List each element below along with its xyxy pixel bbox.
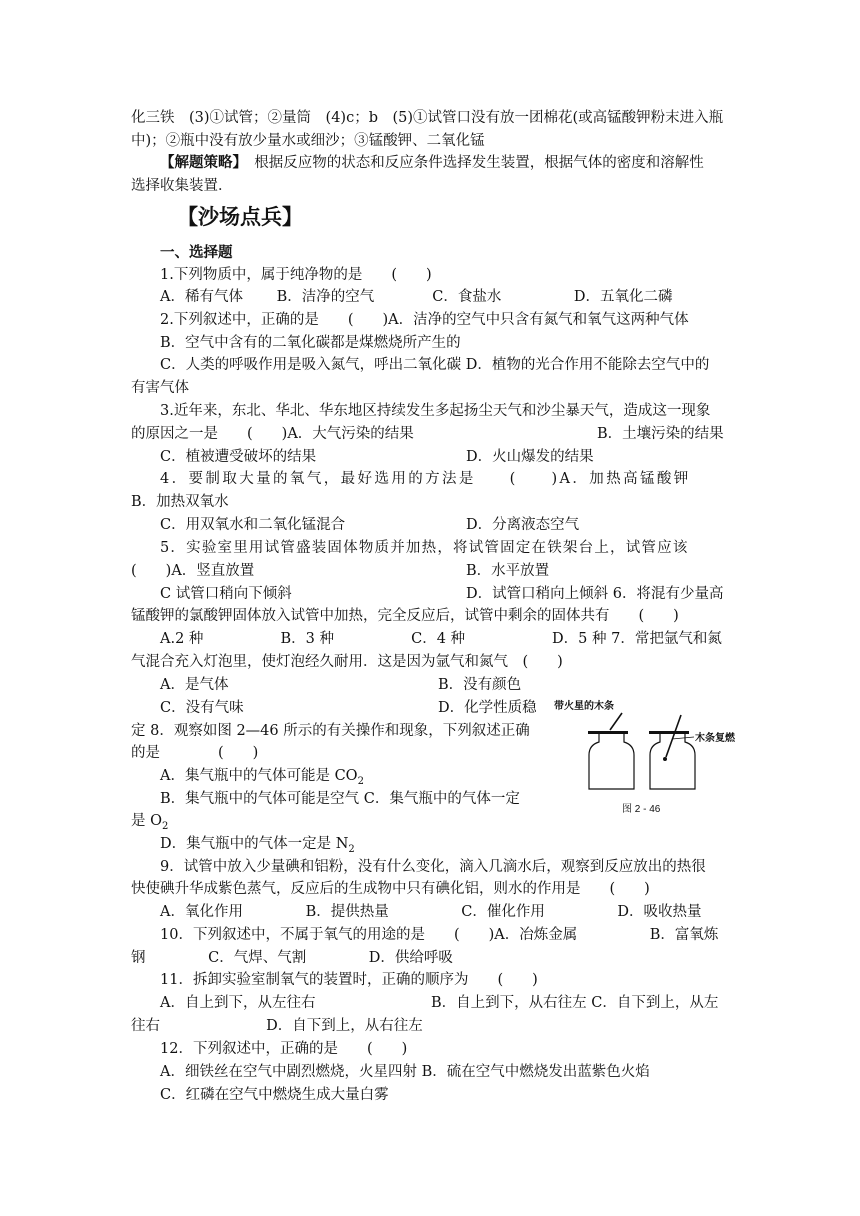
question-line: A．稀有气体 B．洁净的空气 C．食盐水 D．五氧化二磷: [160, 289, 673, 305]
question-line: A.2 种 B．3 种 C．4 种 D．5 种 7．常把氩气和氮: [160, 631, 722, 647]
label-glowing-splint: 带火星的木条: [554, 701, 614, 712]
jar-lid-right: [649, 731, 689, 734]
question-line: 气混合充入灯泡里，使灯泡经久耐用．这是因为氩气和氮气 ( ): [131, 654, 563, 670]
strategy-continuation: 选择收集装置．: [131, 178, 233, 194]
question-line: 1.下列物质中，属于纯净物的是 ( ): [160, 267, 432, 283]
question-line: C．植被遭受破坏的结果: [160, 449, 317, 465]
intro-line-1: 化三铁 (3)①试管；②量筒 (4)c；b (5)①试管口没有放一团棉花(或高锰酸钾粉末进入瓶: [131, 110, 724, 126]
question-line: D．分离液态空气: [466, 517, 580, 533]
strategy-line: [160, 153, 704, 175]
question-line: C．红磷在空气中燃烧生成大量白雾: [160, 1087, 389, 1103]
question-line: A．是气体: [160, 677, 229, 693]
question-line: 定 8．观察如图 2—46 所示的有关操作和现象，下列叙述正确: [131, 723, 530, 739]
question-line: 12．下列叙述中，正确的是 ( ): [160, 1041, 408, 1057]
section-title: 【沙场点兵】: [177, 204, 303, 229]
question-line: D．集气瓶中的气体一定是 $N_2$: [160, 836, 355, 855]
question-line: 锰酸钾的氯酸钾固体放入试管中加热，完全反应后，试管中剩余的固体共有 ( ): [131, 608, 679, 624]
question-line: B．空气中含有的二氧化碳都是煤燃烧所产生的: [160, 335, 461, 351]
question-line: A．氧化作用 B．提供热量 C．催化作用 D．吸收热量: [160, 904, 702, 920]
question-line: C．人类的呼吸作用是吸入氮气，呼出二氧化碳 D．植物的光合作用不能除去空气中的: [160, 357, 710, 373]
question-line: 的原因之一是 ( )A．大气污染的结果: [131, 426, 414, 442]
question-line: 的是 ( ): [131, 745, 259, 761]
question-line: 2.下列叙述中，正确的是 ( )A．洁净的空气中只含有氮气和氧气这两种气体: [160, 312, 689, 328]
figure-caption: 图 2 - 46: [622, 804, 661, 815]
question-line: A．自上到下，从左往右: [160, 995, 316, 1011]
question-line: 3.近年来，东北、华北、华东地区持续发生多起扬尘天气和沙尘暴天气，造成这一现象: [160, 403, 711, 419]
question-line: B．自上到下，从右往左 C．自下到上，从左: [431, 995, 719, 1011]
question-line: 4．要制取大量的氧气，最好选用的方法是 ( )A．加热高锰酸钾: [160, 471, 691, 487]
question-line: D．火山爆发的结果: [466, 449, 594, 465]
part-title: 一、选择题: [160, 244, 233, 261]
question-line: B．加热双氧水: [131, 494, 229, 510]
figure-2-46: [552, 697, 742, 815]
gas-jar-right-icon: [650, 734, 695, 789]
question-line: B．没有颜色: [438, 677, 522, 693]
question-line: 快使碘升华成紫色蒸气，反应后的生成物中只有碘化铝，则水的作用是 ( ): [131, 881, 650, 897]
question-line: 有害气体: [131, 380, 189, 396]
question-line: ( )A．竖直放置: [131, 563, 255, 579]
burning-splint-icon: [666, 715, 681, 757]
question-line: 往右 D．自下到上，从右往左: [131, 1018, 423, 1034]
question-line: D．化学性质稳: [438, 700, 537, 716]
question-line: B．集气瓶中的气体可能是空气 C．集气瓶中的气体一定: [160, 791, 520, 807]
question-line: B．土壤污染的结果: [597, 426, 724, 442]
question-line: C．用双氧水和二氧化锰混合: [160, 517, 346, 533]
question-line: A．集气瓶中的气体可能是 $CO_2$: [160, 768, 364, 787]
label-splint-relights: 木条复燃: [695, 733, 735, 744]
strategy-label: 【解题策略】: [160, 154, 240, 171]
question-line: C 试管口稍向下倾斜: [160, 586, 292, 602]
question-line: 9．试管中放入少量碘和铝粉，没有什么变化，滴入几滴水后，观察到反应放出的热很: [160, 859, 706, 875]
question-line: 钢 C．气焊、气割 D．供给呼吸: [131, 950, 453, 966]
intro-line-2: 中)；②瓶中没有放少量水或细沙；③锰酸钾、二氧化锰: [131, 133, 485, 149]
question-line: 10．下列叙述中，不属于氧气的用途的是 ( )A．冶炼金属 B．富氧炼: [160, 927, 719, 943]
question-line: A．细铁丝在空气中剧烈燃烧，火星四射 B．硫在空气中燃烧发出蓝紫色火焰: [160, 1064, 650, 1080]
question-line: 11．拆卸实验室制氧气的装置时，正确的顺序为 ( ): [160, 972, 538, 988]
gas-jar-left-icon: [589, 734, 634, 789]
question-line: 是 $O_2$: [131, 813, 169, 832]
strategy-text: 根据反应物的状态和反应条件选择发生装置，根据气体的密度和溶解性: [239, 155, 704, 171]
question-line: C．没有气味: [160, 700, 244, 716]
question-line: 5．实验室里用试管盛装固体物质并加热，将试管固定在铁架台上，试管应该: [160, 540, 689, 556]
jar-lid-left: [588, 731, 628, 734]
splint-icon: [610, 713, 622, 730]
gas-jars-diagram: [552, 697, 742, 815]
question-line: D．试管口稍向上倾斜 6．将混有少量高: [466, 586, 724, 602]
question-line: B．水平放置: [466, 563, 550, 579]
